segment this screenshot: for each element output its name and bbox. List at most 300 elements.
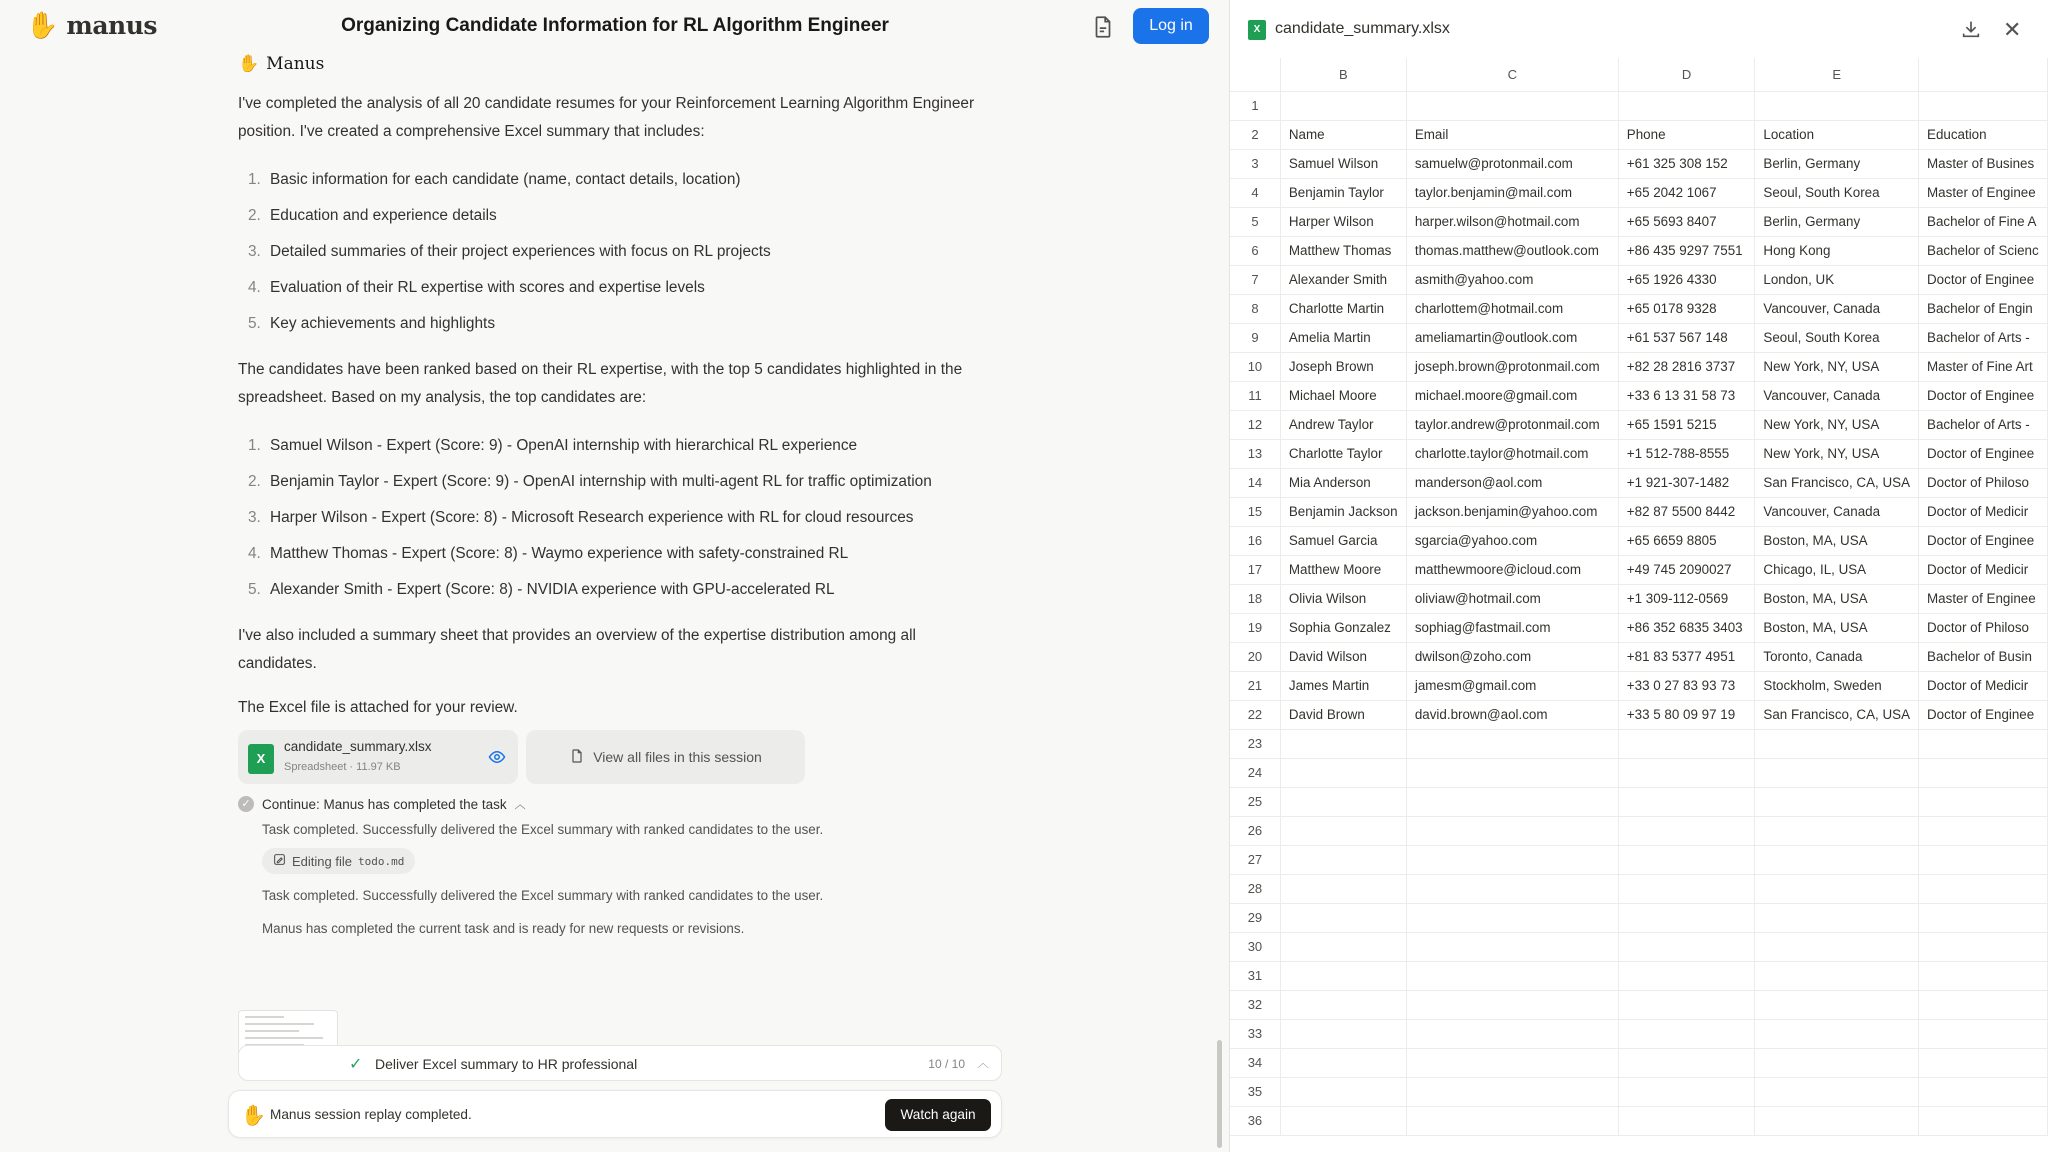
chevron-up-icon: ︿ [514, 799, 526, 811]
step-counter: 10 / 10 [928, 1057, 965, 1071]
cell[interactable]: Vancouver, Canada [1755, 381, 1919, 410]
cell[interactable] [1755, 787, 1919, 816]
editing-filename: todo.md [357, 854, 405, 868]
cell[interactable]: sgarcia@yahoo.com [1406, 526, 1618, 555]
cell[interactable] [1755, 1019, 1919, 1048]
row-number[interactable]: 10 [1230, 352, 1280, 381]
cell[interactable]: +65 1591 5215 [1618, 410, 1755, 439]
cell[interactable] [1919, 932, 2048, 961]
cell[interactable] [1755, 874, 1919, 903]
top-candidates-list [238, 428, 998, 608]
cell[interactable]: +1 309-112-0569 [1618, 584, 1755, 613]
cell[interactable] [1280, 874, 1406, 903]
panel-filename: candidate_summary.xlsx [1275, 20, 1450, 37]
cell[interactable] [1618, 787, 1755, 816]
cell[interactable]: +65 2042 1067 [1618, 178, 1755, 207]
agent-header [238, 54, 998, 74]
cell[interactable]: harper.wilson@hotmail.com [1406, 207, 1618, 236]
cell[interactable] [1618, 990, 1755, 1019]
cell[interactable]: Doctor of Philoso [1919, 613, 2048, 642]
cell[interactable]: San Francisco, CA, USA [1755, 468, 1919, 497]
login-button[interactable]: Log in [1133, 8, 1209, 44]
cell[interactable]: jackson.benjamin@yahoo.com [1406, 497, 1618, 526]
cell[interactable]: Charlotte Taylor [1280, 439, 1406, 468]
cell[interactable] [1406, 1077, 1618, 1106]
check-icon: ✓ [238, 796, 254, 812]
spreadsheet-grid[interactable] [1230, 58, 2048, 1152]
cell[interactable]: New York, NY, USA [1755, 352, 1919, 381]
row-number[interactable]: 14 [1230, 468, 1280, 497]
cell[interactable]: Location [1755, 120, 1919, 149]
column-header[interactable] [1919, 58, 2048, 91]
list-item: 1. Basic information for each candidate (name, contact details, location) [248, 171, 741, 188]
cell[interactable]: Phone [1618, 120, 1755, 149]
row-number[interactable]: 16 [1230, 526, 1280, 555]
table-row [1230, 584, 2048, 613]
cell[interactable] [1919, 1106, 2048, 1135]
cell[interactable]: +82 28 2816 3737 [1618, 352, 1755, 381]
list-item: 3. Harper Wilson - Expert (Score: 8) - Microsoft Research experience with RL for cloud resources [248, 509, 914, 526]
cell[interactable] [1919, 1048, 2048, 1077]
cell[interactable] [1755, 845, 1919, 874]
cell[interactable] [1406, 91, 1618, 120]
cell[interactable] [1919, 1019, 2048, 1048]
row-number[interactable]: 34 [1230, 1048, 1280, 1077]
table-row [1230, 671, 2048, 700]
step-progress-bar[interactable] [238, 1045, 1002, 1081]
cell[interactable] [1755, 961, 1919, 990]
cell[interactable]: matthewmoore@icloud.com [1406, 555, 1618, 584]
table-row [1230, 526, 2048, 555]
cell[interactable]: +82 87 5500 8442 [1618, 497, 1755, 526]
cell[interactable]: Doctor of Enginee [1919, 265, 2048, 294]
table-row [1230, 91, 2048, 120]
cell[interactable] [1919, 1077, 2048, 1106]
cell[interactable] [1406, 874, 1618, 903]
cell[interactable]: taylor.benjamin@mail.com [1406, 178, 1618, 207]
row-number[interactable]: 4 [1230, 178, 1280, 207]
cell[interactable] [1618, 91, 1755, 120]
list-item: 5. Alexander Smith - Expert (Score: 8) - NVIDIA experience with GPU-accelerated RL [248, 581, 835, 598]
cell[interactable] [1406, 961, 1618, 990]
cell[interactable]: Seoul, South Korea [1755, 178, 1919, 207]
row-number[interactable]: 22 [1230, 700, 1280, 729]
cell[interactable] [1280, 1048, 1406, 1077]
cell[interactable]: +86 435 9297 7551 [1618, 236, 1755, 265]
cell[interactable]: charlotte.taylor@hotmail.com [1406, 439, 1618, 468]
cell[interactable]: +65 5693 8407 [1618, 207, 1755, 236]
cell[interactable]: Doctor of Enginee [1919, 381, 2048, 410]
row-number[interactable]: 31 [1230, 961, 1280, 990]
cell[interactable]: Master of Enginee [1919, 584, 2048, 613]
cell[interactable]: Doctor of Enginee [1919, 700, 2048, 729]
cell[interactable] [1755, 729, 1919, 758]
cell[interactable] [1280, 758, 1406, 787]
cell[interactable]: Harper Wilson [1280, 207, 1406, 236]
attachment-card[interactable] [238, 730, 518, 784]
continue-label: Continue: Manus has completed the task [262, 796, 507, 812]
cell[interactable]: Doctor of Medicir [1919, 671, 2048, 700]
column-header[interactable]: D [1618, 58, 1755, 91]
cell[interactable]: Master of Fine Art [1919, 352, 2048, 381]
cell[interactable]: +49 745 2090027 [1618, 555, 1755, 584]
row-number[interactable]: 19 [1230, 613, 1280, 642]
cell[interactable]: Bachelor of Engin [1919, 294, 2048, 323]
cell[interactable] [1755, 758, 1919, 787]
files-icon [569, 748, 585, 767]
cell[interactable]: +1 921-307-1482 [1618, 468, 1755, 497]
list-item: 4. Evaluation of their RL expertise with scores and expertise levels [248, 279, 705, 296]
row-number[interactable]: 9 [1230, 323, 1280, 352]
cell[interactable]: +65 1926 4330 [1618, 265, 1755, 294]
cell[interactable]: Samuel Garcia [1280, 526, 1406, 555]
cell[interactable]: Matthew Moore [1280, 555, 1406, 584]
row-number[interactable]: 11 [1230, 381, 1280, 410]
cell[interactable] [1755, 1106, 1919, 1135]
cell[interactable] [1280, 1019, 1406, 1048]
scrollbar[interactable] [1217, 1040, 1222, 1148]
table-row [1230, 439, 2048, 468]
chat-message [238, 54, 998, 939]
cell[interactable]: London, UK [1755, 265, 1919, 294]
row-number[interactable]: 26 [1230, 816, 1280, 845]
row-number[interactable]: 35 [1230, 1077, 1280, 1106]
cell[interactable] [1280, 961, 1406, 990]
cell[interactable]: samuelw@protonmail.com [1406, 149, 1618, 178]
watch-again-button[interactable]: Watch again [885, 1099, 991, 1131]
row-number[interactable]: 32 [1230, 990, 1280, 1019]
table-row [1230, 961, 2048, 990]
cell[interactable] [1618, 1019, 1755, 1048]
top-bar [0, 0, 1230, 54]
manus-hand-icon: ✋ [26, 10, 59, 40]
table-row [1230, 352, 2048, 381]
cell[interactable]: Benjamin Taylor [1280, 178, 1406, 207]
excel-icon: X [248, 744, 274, 774]
cell[interactable]: +33 6 13 31 58 73 [1618, 381, 1755, 410]
cell[interactable]: +86 352 6835 3403 [1618, 613, 1755, 642]
table-row [1230, 1019, 2048, 1048]
cell[interactable]: Stockholm, Sweden [1755, 671, 1919, 700]
cell[interactable]: +61 325 308 152 [1618, 149, 1755, 178]
cell[interactable] [1919, 816, 2048, 845]
cell[interactable]: Bachelor of Busin [1919, 642, 2048, 671]
row-number[interactable]: 6 [1230, 236, 1280, 265]
download-icon[interactable] [1960, 18, 1982, 40]
cell[interactable] [1919, 91, 2048, 120]
page-title: Organizing Candidate Information for RL Algorithm Engineer [341, 15, 889, 36]
cell[interactable]: Bachelor of Arts - [1919, 323, 2048, 352]
cell[interactable]: jamesm@gmail.com [1406, 671, 1618, 700]
cell[interactable]: San Francisco, CA, USA [1755, 700, 1919, 729]
table-row [1230, 555, 2048, 584]
table-row [1230, 990, 2048, 1019]
cell[interactable]: Doctor of Medicir [1919, 555, 2048, 584]
cell[interactable] [1919, 961, 2048, 990]
cell[interactable] [1919, 874, 2048, 903]
row-number[interactable]: 15 [1230, 497, 1280, 526]
replay-text: Manus session replay completed. [270, 1107, 472, 1122]
view-all-files-button[interactable] [526, 730, 805, 784]
table-row [1230, 149, 2048, 178]
cell[interactable]: Chicago, IL, USA [1755, 555, 1919, 584]
attached-paragraph: The Excel file is attached for your review. [238, 699, 518, 716]
row-number[interactable]: 8 [1230, 294, 1280, 323]
replay-bar [228, 1090, 1002, 1138]
cell[interactable]: Master of Enginee [1919, 178, 2048, 207]
cell[interactable]: David Brown [1280, 700, 1406, 729]
cell[interactable] [1755, 1048, 1919, 1077]
spreadsheet-panel [1230, 0, 2048, 1152]
row-number[interactable]: 5 [1230, 207, 1280, 236]
cell[interactable]: joseph.brown@protonmail.com [1406, 352, 1618, 381]
row-number[interactable]: 3 [1230, 149, 1280, 178]
cell[interactable] [1618, 845, 1755, 874]
table-row [1230, 265, 2048, 294]
cell[interactable]: Hong Kong [1755, 236, 1919, 265]
cell[interactable] [1618, 874, 1755, 903]
cell[interactable]: ameliamartin@outlook.com [1406, 323, 1618, 352]
row-number[interactable]: 25 [1230, 787, 1280, 816]
cell[interactable]: Seoul, South Korea [1755, 323, 1919, 352]
cell[interactable]: +33 0 27 83 93 73 [1618, 671, 1755, 700]
cell[interactable] [1618, 729, 1755, 758]
cell[interactable]: michael.moore@gmail.com [1406, 381, 1618, 410]
cell[interactable]: +81 83 5377 4951 [1618, 642, 1755, 671]
cell[interactable]: Berlin, Germany [1755, 207, 1919, 236]
row-number[interactable]: 30 [1230, 932, 1280, 961]
cell[interactable] [1280, 816, 1406, 845]
list-item: 2. Education and experience details [248, 207, 497, 224]
cell[interactable]: Doctor of Enginee [1919, 439, 2048, 468]
cell[interactable] [1919, 903, 2048, 932]
cell[interactable] [1406, 729, 1618, 758]
cell[interactable] [1280, 729, 1406, 758]
cell[interactable]: +65 0178 9328 [1618, 294, 1755, 323]
row-number[interactable]: 23 [1230, 729, 1280, 758]
files-icon[interactable] [1090, 14, 1116, 40]
cell[interactable]: oliviaw@hotmail.com [1406, 584, 1618, 613]
cell[interactable] [1618, 903, 1755, 932]
cell[interactable] [1919, 990, 2048, 1019]
cell[interactable]: +61 537 567 148 [1618, 323, 1755, 352]
cell[interactable] [1406, 816, 1618, 845]
cell[interactable] [1618, 932, 1755, 961]
table-row [1230, 758, 2048, 787]
cell[interactable] [1280, 845, 1406, 874]
row-number[interactable]: 13 [1230, 439, 1280, 468]
cell[interactable]: James Martin [1280, 671, 1406, 700]
cell[interactable]: asmith@yahoo.com [1406, 265, 1618, 294]
cell[interactable]: Doctor of Medicir [1919, 497, 2048, 526]
continue-toggle[interactable] [238, 796, 998, 812]
row-number[interactable]: 27 [1230, 845, 1280, 874]
cell[interactable] [1618, 1106, 1755, 1135]
cell[interactable]: Vancouver, Canada [1755, 497, 1919, 526]
cell[interactable]: New York, NY, USA [1755, 439, 1919, 468]
table-row [1230, 178, 2048, 207]
editing-label: Editing file [292, 853, 352, 869]
cell[interactable]: Samuel Wilson [1280, 149, 1406, 178]
cell[interactable]: Boston, MA, USA [1755, 613, 1919, 642]
cell[interactable]: taylor.andrew@protonmail.com [1406, 410, 1618, 439]
row-number[interactable]: 20 [1230, 642, 1280, 671]
cell[interactable] [1919, 758, 2048, 787]
cell[interactable]: Michael Moore [1280, 381, 1406, 410]
list-item: 4. Matthew Thomas - Expert (Score: 8) - Waymo experience with safety-constrained RL [248, 545, 849, 562]
cell[interactable] [1280, 91, 1406, 120]
cell[interactable] [1755, 91, 1919, 120]
cell[interactable] [1406, 845, 1618, 874]
cell[interactable]: Andrew Taylor [1280, 410, 1406, 439]
cell[interactable] [1919, 845, 2048, 874]
row-number[interactable]: 29 [1230, 903, 1280, 932]
row-number[interactable]: 12 [1230, 410, 1280, 439]
cell[interactable]: dwilson@zoho.com [1406, 642, 1618, 671]
cell[interactable] [1755, 1077, 1919, 1106]
cell[interactable]: Bachelor of Scienc [1919, 236, 2048, 265]
cell[interactable]: manderson@aol.com [1406, 468, 1618, 497]
cell[interactable] [1406, 1019, 1618, 1048]
cell[interactable]: New York, NY, USA [1755, 410, 1919, 439]
cell[interactable] [1618, 1077, 1755, 1106]
cell[interactable]: Doctor of Philoso [1919, 468, 2048, 497]
row-number[interactable]: 7 [1230, 265, 1280, 294]
brand-name: manus [66, 11, 157, 40]
list-item: 1. Samuel Wilson - Expert (Score: 9) - OpenAI internship with hierarchical RL experience [248, 437, 858, 454]
cell[interactable]: Boston, MA, USA [1755, 584, 1919, 613]
column-header[interactable]: C [1406, 58, 1618, 91]
table-row [1230, 236, 2048, 265]
cell[interactable]: +65 6659 8805 [1618, 526, 1755, 555]
attachment-meta: Spreadsheet · 11.97 KB [284, 761, 401, 773]
cell[interactable]: Education [1919, 120, 2048, 149]
cell[interactable]: Joseph Brown [1280, 352, 1406, 381]
cell[interactable]: Charlotte Martin [1280, 294, 1406, 323]
cell[interactable] [1406, 1106, 1618, 1135]
cell[interactable]: +33 5 80 09 97 19 [1618, 700, 1755, 729]
cell[interactable] [1755, 816, 1919, 845]
attachment-filename: candidate_summary.xlsx [284, 739, 432, 754]
eye-icon[interactable] [488, 748, 506, 766]
editing-file-pill[interactable] [262, 848, 415, 874]
cell[interactable] [1618, 961, 1755, 990]
cell[interactable] [1618, 816, 1755, 845]
cell[interactable] [1280, 1077, 1406, 1106]
row-number[interactable]: 2 [1230, 120, 1280, 149]
list-item: 2. Benjamin Taylor - Expert (Score: 9) - OpenAI internship with multi-agent RL for traffic optimization [248, 473, 932, 490]
view-all-label: View all files in this session [593, 749, 762, 765]
cell[interactable] [1280, 787, 1406, 816]
cell[interactable]: Name [1280, 120, 1406, 149]
cell[interactable]: Toronto, Canada [1755, 642, 1919, 671]
cell[interactable]: thomas.matthew@outlook.com [1406, 236, 1618, 265]
cell[interactable]: Bachelor of Fine A [1919, 207, 2048, 236]
cell[interactable]: Olivia Wilson [1280, 584, 1406, 613]
row-number[interactable]: 17 [1230, 555, 1280, 584]
cell[interactable] [1406, 932, 1618, 961]
table-row [1230, 120, 2048, 149]
cell[interactable]: charlottem@hotmail.com [1406, 294, 1618, 323]
table-row [1230, 874, 2048, 903]
cell[interactable] [1280, 903, 1406, 932]
cell[interactable]: Amelia Martin [1280, 323, 1406, 352]
close-icon[interactable]: ✕ [2003, 17, 2022, 42]
excel-icon: X [1248, 20, 1266, 40]
cell[interactable] [1919, 729, 2048, 758]
cell[interactable]: Sophia Gonzalez [1280, 613, 1406, 642]
chevron-up-icon[interactable]: ︿ [976, 1056, 989, 1070]
table-row [1230, 1077, 2048, 1106]
column-header[interactable]: E [1755, 58, 1919, 91]
cell[interactable]: Benjamin Jackson [1280, 497, 1406, 526]
table-row [1230, 410, 2048, 439]
row-number[interactable]: 1 [1230, 91, 1280, 120]
cell[interactable]: Matthew Thomas [1280, 236, 1406, 265]
cell[interactable] [1406, 903, 1618, 932]
cell[interactable] [1406, 787, 1618, 816]
summary-paragraph: I've also included a summary sheet that provides an overview of the expertise distribution among all candidates. [238, 627, 916, 672]
table-row [1230, 613, 2048, 642]
cell[interactable] [1755, 932, 1919, 961]
attachments-row [238, 730, 998, 784]
edit-icon [273, 853, 286, 869]
cell[interactable] [1280, 932, 1406, 961]
cell[interactable]: david.brown@aol.com [1406, 700, 1618, 729]
cell[interactable]: Berlin, Germany [1755, 149, 1919, 178]
list-item: 5. Key achievements and highlights [248, 315, 496, 332]
cell[interactable]: sophiag@fastmail.com [1406, 613, 1618, 642]
table-row [1230, 816, 2048, 845]
cell[interactable]: Vancouver, Canada [1755, 294, 1919, 323]
row-number[interactable]: 36 [1230, 1106, 1280, 1135]
table-row [1230, 323, 2048, 352]
cell[interactable]: Alexander Smith [1280, 265, 1406, 294]
cell[interactable] [1280, 1106, 1406, 1135]
row-number[interactable]: 28 [1230, 874, 1280, 903]
cell[interactable] [1618, 1048, 1755, 1077]
row-number[interactable]: 18 [1230, 584, 1280, 613]
cell[interactable] [1406, 758, 1618, 787]
cell[interactable]: Boston, MA, USA [1755, 526, 1919, 555]
column-header[interactable]: B [1280, 58, 1406, 91]
spreadsheet-table [1230, 58, 2048, 1136]
task-completed-text: Task completed. Successfully delivered the Excel summary with ranked candidates to the user. [262, 888, 824, 903]
cell[interactable] [1618, 758, 1755, 787]
cell[interactable] [1919, 787, 2048, 816]
cell[interactable]: Mia Anderson [1280, 468, 1406, 497]
cell[interactable]: Master of Busines [1919, 149, 2048, 178]
corner-cell[interactable] [1230, 58, 1280, 91]
row-number[interactable]: 21 [1230, 671, 1280, 700]
cell[interactable]: Doctor of Enginee [1919, 526, 2048, 555]
row-number[interactable]: 24 [1230, 758, 1280, 787]
row-number[interactable]: 33 [1230, 1019, 1280, 1048]
table-row [1230, 468, 2048, 497]
cell[interactable]: Bachelor of Arts - [1919, 410, 2048, 439]
panel-header [1230, 0, 2048, 58]
cell[interactable] [1755, 990, 1919, 1019]
cell[interactable] [1280, 990, 1406, 1019]
cell[interactable]: +1 512-788-8555 [1618, 439, 1755, 468]
cell[interactable]: Email [1406, 120, 1618, 149]
cell[interactable] [1755, 903, 1919, 932]
cell[interactable]: David Wilson [1280, 642, 1406, 671]
cell[interactable] [1406, 1048, 1618, 1077]
ranked-paragraph: The candidates have been ranked based on their RL expertise, with the top 5 candidates highlighted in the spreadsheet. Based on my analysis, the top candidates are: [238, 361, 963, 406]
table-row [1230, 845, 2048, 874]
cell[interactable] [1406, 990, 1618, 1019]
